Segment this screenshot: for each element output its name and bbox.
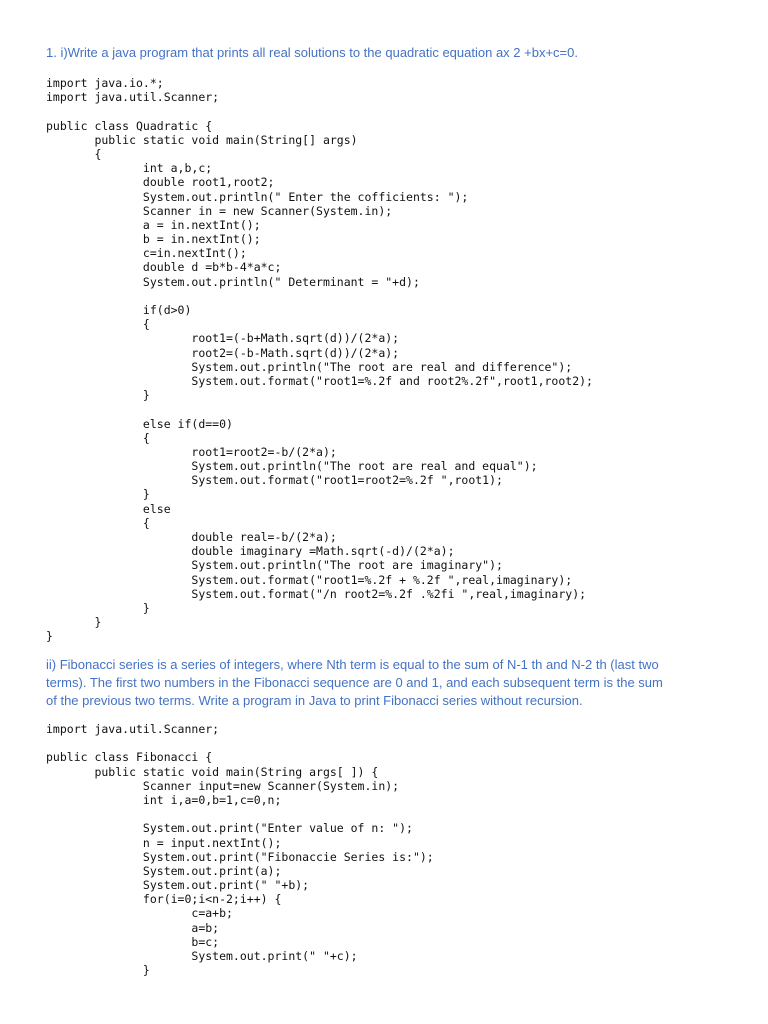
code-line: System.out.println(" Determinant = "+d);: [46, 274, 420, 289]
code-line: [46, 402, 593, 416]
code-line: System.out.print(" "+b);: [46, 878, 310, 893]
code-line: public class Fibonacci {: [46, 750, 213, 765]
code-line: public class Quadratic {: [46, 118, 213, 133]
code-line: root2=(-b-Math.sqrt(d))/(2*a);: [46, 345, 400, 360]
code-line: double root1,root2;: [46, 175, 275, 190]
code-line: System.out.println("The root are real and difference");: [46, 359, 573, 374]
code-line: }: [46, 963, 150, 978]
code-line: n = input.nextInt();: [46, 835, 282, 850]
code-line: a=b;: [46, 920, 220, 935]
code-line: System.out.println("The root are imaginary");: [46, 558, 503, 573]
code-line: System.out.format("root1=root2=%.2f ",root1);: [46, 473, 503, 488]
code-line: b = in.nextInt();: [46, 232, 261, 247]
code-line: b=c;: [46, 934, 220, 949]
code-line: [46, 736, 434, 750]
code-line: System.out.print("Enter value of n: ");: [46, 821, 413, 836]
code-line: {: [46, 146, 102, 161]
code-line: System.out.format("root1=%.2f and root2%.2f",root1,root2);: [46, 373, 593, 388]
code-line: System.out.print(a);: [46, 863, 282, 878]
code-line: int a,b,c;: [46, 161, 213, 176]
fibonacci-code-block: [46, 722, 434, 977]
code-line: [46, 104, 593, 118]
code-line: {: [46, 430, 150, 445]
code-line: [46, 807, 434, 821]
code-line: public static void main(String args[ ]) {: [46, 764, 379, 779]
code-line: System.out.print(" "+c);: [46, 949, 358, 963]
code-line: }: [46, 487, 150, 502]
question-2-line: terms). The first two numbers in the Fibonacci sequence are 0 and 1, and each subsequent term is the sum: [46, 675, 663, 690]
code-line: a = in.nextInt();: [46, 217, 261, 232]
code-line: {: [46, 317, 150, 332]
code-line: import java.io.*;: [46, 76, 164, 90]
code-line: }: [46, 600, 150, 615]
code-line: {: [46, 515, 150, 530]
code-line: double d =b*b-4*a*c;: [46, 260, 282, 275]
code-line: root1=(-b+Math.sqrt(d))/(2*a);: [46, 331, 400, 346]
code-line: double real=-b/(2*a);: [46, 530, 337, 544]
code-line: }: [46, 629, 53, 644]
code-line: public static void main(String[] args): [46, 132, 358, 147]
code-line: System.out.format("root1=%.2f + %.2f ",real,imaginary);: [46, 572, 573, 587]
code-line: int i,a=0,b=1,c=0,n;: [46, 792, 282, 807]
code-line: for(i=0;i<n-2;i++) {: [46, 892, 282, 907]
code-line: double imaginary =Math.sqrt(-d)/(2*a);: [46, 544, 455, 559]
code-line: }: [46, 388, 150, 403]
code-line: else: [46, 501, 171, 516]
code-line: System.out.println("The root are real and equal");: [46, 459, 538, 474]
code-line: System.out.println(" Enter the cofficients: ");: [46, 189, 469, 204]
question-2-line: ii) Fibonacci series is a series of integers, where Nth term is equal to the sum of N-1 th and N-2 th (last two: [46, 657, 659, 672]
question-1-heading: 1. i)Write a java program that prints all real solutions to the quadratic equation ax 2 +bx+c=0.: [46, 45, 578, 60]
code-line: }: [46, 615, 102, 630]
code-line: root1=root2=-b/(2*a);: [46, 444, 337, 459]
code-line: Scanner input=new Scanner(System.in);: [46, 778, 400, 793]
code-line: c=a+b;: [46, 906, 233, 921]
code-line: c=in.nextInt();: [46, 246, 247, 261]
code-line: if(d>0): [46, 303, 192, 317]
code-line: [46, 289, 593, 303]
code-line: else if(d==0): [46, 416, 233, 431]
code-line: System.out.format("/n root2=%.2f .%2fi ",real,imaginary);: [46, 586, 587, 601]
code-line: import java.util.Scanner;: [46, 722, 220, 736]
code-line: import java.util.Scanner;: [46, 90, 220, 105]
quadratic-code-block: [46, 76, 593, 644]
question-2-heading: [46, 656, 736, 710]
code-line: Scanner in = new Scanner(System.in);: [46, 203, 393, 218]
question-2-line: of the previous two terms. Write a program in Java to print Fibonacci series without recursion.: [46, 693, 583, 708]
code-line: System.out.print("Fibonaccie Series is:");: [46, 849, 434, 864]
